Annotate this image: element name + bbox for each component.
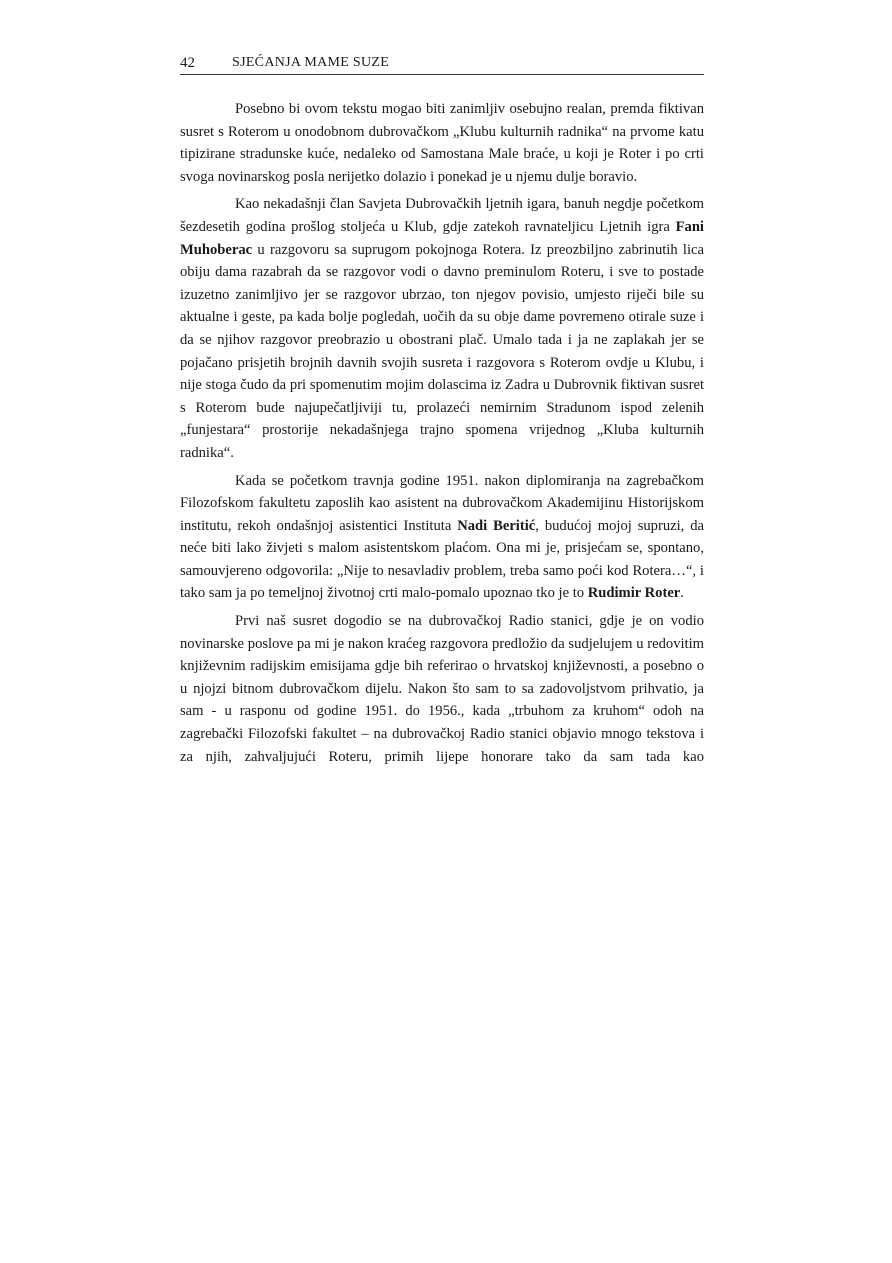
paragraph-text: Posebno bi ovom tekstu mogao biti zanimljiv osebujno realan, premda fiktivan susret s Roterom u onodobnom dubrovačkom „Klubu kulturnih radnika“ na prvome katu tipizirane stradunske kuće, nedaleko od Samostana Male braće, u koji je Roter i po crti svoga novinarskog posla nerijetko dolazio i ponekad je u njemu dulje boravio. bbox=[180, 101, 704, 185]
paragraph-text: Prvi naš susret dogodio se na dubrovačkoj Radio stanici, gdje je on vodio novinarske poslove pa mi je nakon kraćeg razgovora predložio da sudjelujem u redovitim književnim radijskim emisijama gdje bih referirao o hrvatskoj književnosti, a posebno o u njojzi bitnom dubrovačkom dijelu. Nakon što sam to sa zadovoljstvom prihvatio, ja sam - u rasponu od godine 1951. do 1956., kada „trbuhom za kruhom“ odoh na zagrebački Filozofski fakultet – na dubrovačkoj Radio stanici objavio mnogo tekstova i za njih, zahvaljujući Roteru, primih lijepe honorare tako da sam tada kao bbox=[180, 613, 704, 765]
paragraph bbox=[180, 470, 704, 606]
paragraph-text: Kada se početkom travnja godine 1951. nakon diplomiranja na zagrebačkom Filozofskom fakultetu zaposlih kao asistent na dubrovačkom Akademijinu Historijskom institutu, rekoh ondašnjoj asistentici Instituta bbox=[180, 472, 704, 534]
person-name: Rudimir Roter bbox=[587, 585, 681, 602]
paragraph-text: . bbox=[680, 585, 684, 602]
paragraph bbox=[180, 193, 704, 464]
person-name: Fani Muhoberac bbox=[180, 218, 704, 258]
paragraph-text: , budućoj mojoj supruzi, da neće biti lako živjeti s malom asistentskom plaćom. Ona mi je, prisjećam se, spontano, samouvjereno odgovorila: „Nije to nesavladiv problem, treba samo poći kod Rotera…“, i tako sam ja po temeljnoj životnoj crti malo-pomalo upoznao tko je to bbox=[180, 517, 705, 602]
paragraph-text: Kao nekadašnji član Savjeta Dubrovačkih ljetnih igara, banuh negdje početkom šezdesetih godina prošlog stoljeća u Klub, gdje zatekoh ravnateljicu Ljetnih igra bbox=[180, 196, 704, 235]
person-name: Nadi Beritić bbox=[457, 517, 536, 534]
paragraph-text: u razgovoru sa suprugom pokojnoga Rotera. Iz preozbiljno zabrinutih lica obiju dama razabrah da se razgovor vodi o davno preminulom Roteru, i sve to postade izuzetno zanimljivo jer se razgovor ubrzao, ton njegov povisio, umjesto riječi bile su aktualne i geste, pa kada bolje pogledah, uočih da su obje dame povremeno otirale suze i da se njihov razgovor preobrazio u obostrani plač. Umalo tada i ja ne zaplakah jer se pojačano prisjetih brojnih davnih svojih susreta i razgovora s Roterom ovdje u Klubu, i nije stoga čudo da pri spomenutim mojim dolascima iz Zadra u Dubrovnik fiktivan susret s Roterom bude najupečatljiviji tu, prolazeći nemirnim Stradunom ispod zelenih „funjestara“ prostorije nekadašnjega trajno spomena vrijednog „Kluba kulturnih radnika“. bbox=[180, 241, 704, 461]
paragraph bbox=[180, 98, 704, 188]
paragraph bbox=[180, 610, 704, 768]
page-header bbox=[180, 54, 704, 75]
page-number: 42 bbox=[180, 55, 195, 71]
body-text bbox=[180, 98, 704, 773]
running-title: SJEĆANJA MAME SUZE bbox=[232, 55, 390, 70]
